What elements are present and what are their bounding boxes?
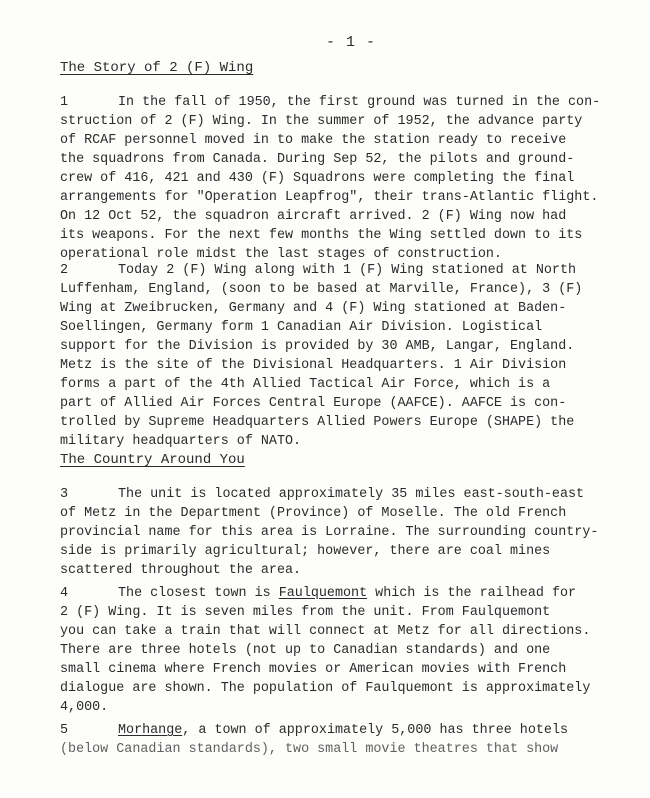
paragraph-line: 2 (F) Wing. It is seven miles from the unit. From Faulquemont <box>60 605 551 620</box>
paragraph-line: trolled by Supreme Headquarters Allied Powers Europe (SHAPE) the <box>60 415 575 430</box>
paragraph-line: crew of 416, 421 and 430 (F) Squadrons were completing the final <box>60 171 575 186</box>
paragraph-number: 5 <box>60 723 69 738</box>
paragraph-line: forms a part of the 4th Allied Tactical Air Force, which is a <box>60 377 551 392</box>
paragraph-line: Soellingen, Germany form 1 Canadian Air Division. Logistical <box>60 320 543 335</box>
paragraph-number: 4 <box>60 586 69 601</box>
paragraph-number: 1 <box>60 95 69 110</box>
paragraph-line: Metz is the site of the Divisional Headquarters. 1 Air Division <box>60 358 567 373</box>
paragraph-line: On 12 Oct 52, the squadron aircraft arrived. 2 (F) Wing now had <box>60 209 567 224</box>
paragraph-line: dialogue are shown. The population of Faulquemont is approximately <box>60 681 591 696</box>
paragraph-line: Luffenham, England, (soon to be based at Marville, France), 3 (F) <box>60 282 583 297</box>
underlined-place-name: Morhange <box>118 723 183 738</box>
paragraph-line: the squadrons from Canada. During Sep 52, the pilots and ground- <box>60 152 575 167</box>
paragraph-line: 3 The unit is located approximately 35 miles east-south-east <box>60 487 585 502</box>
paragraph-line: its weapons. For the next few months the Wing settled down to its <box>60 228 583 243</box>
paragraph-2 <box>60 261 650 451</box>
paragraph-1 <box>60 93 650 264</box>
paragraph-line: arrangements for "Operation Leapfrog", their trans-Atlantic flight. <box>60 190 599 205</box>
paragraph-number: 2 <box>60 263 69 278</box>
paragraph-line: military headquarters of NATO. <box>60 434 302 449</box>
paragraph-line: of Metz in the Department (Province) of Moselle. The old French <box>60 506 567 521</box>
paragraph-line: support for the Division is provided by 30 AMB, Langar, England. <box>60 339 575 354</box>
paragraph-number: 3 <box>60 487 69 502</box>
paragraph-line: you can take a train that will connect at Metz for all directions. <box>60 624 591 639</box>
paragraph-5 <box>60 721 650 759</box>
paragraph-line: 5 Morhange, a town of approximately 5,000 has three hotels <box>60 723 569 738</box>
paragraph-line: provincial name for this area is Lorraine. The surrounding country- <box>60 525 599 540</box>
paragraph-line: Wing at Zweibrucken, Germany and 4 (F) Wing stationed at Baden- <box>60 301 567 316</box>
underlined-place-name: Faulquemont <box>278 586 368 601</box>
paragraph-line: side is primarily agricultural; however, there are coal mines <box>60 544 551 559</box>
paragraph-line: (below Canadian standards), two small movie theatres that show <box>60 742 559 757</box>
paragraph-line: part of Allied Air Forces Central Europe (AAFCE). AAFCE is con- <box>60 396 567 411</box>
paragraph-line: small cinema where French movies or American movies with French <box>60 662 567 677</box>
paragraph-line: struction of 2 (F) Wing. In the summer of 1952, the advance party <box>60 114 583 129</box>
page-number: - 1 - <box>326 34 377 51</box>
paragraph-line: operational role midst the last stages of construction. <box>60 247 502 262</box>
section-heading-story: The Story of 2 (F) Wing <box>60 60 254 76</box>
paragraph-line: scattered throughout the area. <box>60 563 302 578</box>
paragraph-4 <box>60 584 650 717</box>
section-heading-country: The Country Around You <box>60 452 245 468</box>
paragraph-line: There are three hotels (not up to Canadian standards) and one <box>60 643 551 658</box>
paragraph-3 <box>60 485 650 580</box>
paragraph-line: 1 In the fall of 1950, the first ground was turned in the con- <box>60 95 601 110</box>
paragraph-line: 4,000. <box>60 700 109 715</box>
paragraph-line: 4 The closest town is Faulquemont which is the railhead for <box>60 586 577 601</box>
paragraph-line: of RCAF personnel moved in to make the station ready to receive <box>60 133 567 148</box>
paragraph-line: 2 Today 2 (F) Wing along with 1 (F) Wing stationed at North <box>60 263 577 278</box>
